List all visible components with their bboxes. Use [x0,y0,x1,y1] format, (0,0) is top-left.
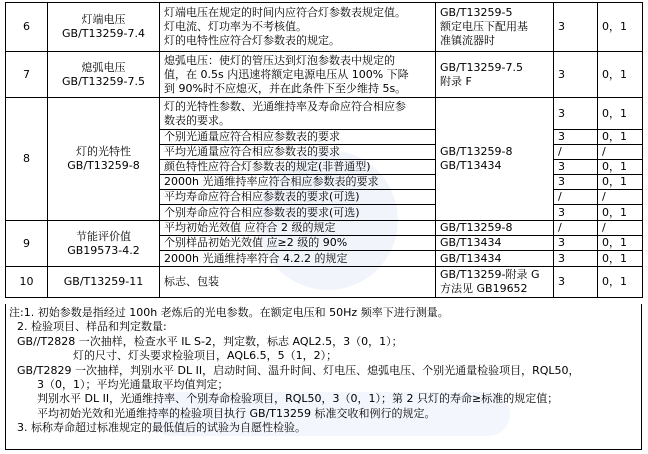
note-line: GB/T2829 一次抽样，判别水平 DL II，启动时间、温升时间、灯电压、熄弧电压、个别光通量检验项目，RQL50， [17,363,580,377]
table-row [6,221,643,236]
requirement: 个别寿命应符合相应参数表的要求(可选) [160,205,436,221]
test-method: GB/T13434 [436,251,554,267]
test-method-line: GB/T13434 [440,159,502,172]
acceptance-number: 0，1 [598,160,643,175]
acceptance-number: 0，1 [598,267,643,298]
requirement: 标志、包装 [160,267,436,298]
table-row [6,267,643,298]
test-method-line: 附录 F [440,74,472,88]
test-method: GB/T13259-8 [436,221,554,236]
note-line: 判别水平 DL II，光通维持率、个别寿命检验项目，RQL50，3（0，1）；第 2 只灯的寿命≥标准的规定值； [37,392,559,406]
test-method-line: GB/T13259-8 [440,145,513,158]
acceptance-number: / [598,145,643,160]
row-number: 7 [6,52,48,98]
requirement: 颜色特性应符合灯参数表的规定(非普通型) [160,160,436,175]
requirement: 平均光通量应符合相应参数表的要求 [160,145,436,160]
requirement [160,52,436,98]
requirement-line: 灯电流、灯功率为不考核值。 [164,20,307,33]
test-item [48,267,160,298]
row-number: 6 [6,3,48,52]
requirement: 个别样品初始光效值 应≥2 级的 90% [160,236,436,251]
acceptance-number: 0，1 [598,98,643,130]
requirement: 平均初始光效值 应符合 2 级的规定 [160,221,436,236]
sample-size: 3 [554,175,598,190]
note-line: 注:1. 初始参数是指经过 100h 老炼后的光电参数。在额定电压和 50Hz 频率下进行测量。 [9,306,449,319]
note-line: 3（0，1）；平均光通量取平均值判定； [37,378,229,392]
requirement [160,98,436,130]
sample-size: 3 [554,160,598,175]
test-method-line: GB/T13259-5 [440,6,513,19]
acceptance-number: 0，1 [598,3,643,52]
requirement-line: 值，在 0.5s 内迅速将额定电源电压从 100% 下降 [164,67,409,81]
acceptance-number: 0，1 [598,236,643,251]
sample-size: 3 [554,236,598,251]
table-row [6,98,643,130]
acceptance-number: 0，1 [598,251,643,267]
acceptance-number: 0，1 [598,175,643,190]
test-item-name: 熄弧电压 [81,60,126,74]
requirement: 平均寿命应符合相应参数表的要求(可选) [160,190,436,205]
test-item-name: 节能评价值 [76,229,131,243]
note-line: 平均初始光效和光通维持率的检验项目执行 GB/T13259 标准交收和例行的规定。 [37,406,436,420]
requirement-line: 数表的要求。 [164,113,230,127]
sample-size: 3 [554,130,598,145]
test-item-clause: GB/T13259-7.4 [62,27,145,40]
sample-size: 3 [554,205,598,221]
test-method: GB/T13434 [436,236,554,251]
acceptance-number: 0，1 [598,52,643,98]
requirement: 2000h 光通维持率符合 4.2.2 的规定 [160,251,436,267]
sample-size: 3 [554,267,598,298]
row-number: 9 [6,221,48,267]
table-row [6,52,643,98]
acceptance-number: 0，1 [598,130,643,145]
test-method-line: GB/T13259-7.5 [440,60,523,74]
test-method-line: 方法见 GB19652 [440,282,528,295]
acceptance-number: 0，1 [598,205,643,221]
test-method [436,98,554,221]
requirement-line: 灯端电压在规定的时间内应符合灯参数表规定值。 [164,6,406,19]
requirement-line: 熄弧电压：使灯的管压达到灯泡参数表中规定的 [164,53,395,67]
note-line: 3. 标称寿命超过标准规定的最低值后的试验为自愿性检验。 [17,421,306,435]
test-method [436,3,554,52]
requirement-line: 灯的光特性参数、光通维持率及寿命应符合相应参 [164,99,406,113]
requirement [160,3,436,52]
test-item [48,98,160,221]
test-method-line: 额定电压下配用基 [440,20,528,33]
note-line: 2. 检验项目、样品和判定数量: [17,320,167,334]
note-line: 灯的尺寸、灯头要求检验项目，AQL6.5，5（1，2）； [73,349,338,363]
sample-size: 3 [554,3,598,52]
acceptance-number: / [598,190,643,205]
sample-size: 3 [554,52,598,98]
row-number: 10 [6,267,48,298]
test-method [436,52,554,98]
table-row [6,3,643,52]
sample-size: / [554,190,598,205]
notes-box [5,304,642,450]
inspection-table [5,2,643,298]
test-method-line: 准镇流器时 [440,34,495,47]
sample-size: / [554,221,598,236]
sample-size: 3 [554,98,598,130]
row-number: 8 [6,98,48,221]
test-item-clause: GB/T13259-8 [67,159,140,172]
test-item [48,52,160,98]
test-item-clause: GB/T13259-11 [63,275,144,288]
test-item-clause: GB/T13259-7.5 [62,74,145,88]
acceptance-number: / [598,221,643,236]
sample-size: 3 [554,251,598,267]
requirement: 2000h 光通维持率应符合相应参数表的要求 [160,175,436,190]
test-item-clause: GB19573-4.2 [67,243,140,257]
test-method [436,267,554,298]
test-item-name: 灯端电压 [81,13,126,26]
test-method-line: GB/T13259-附录 G [440,268,540,281]
test-item-name: 灯的光特性 [76,145,131,158]
requirement-line: 灯的电特性应符合灯参数表的规定。 [164,34,340,47]
test-item [48,3,160,52]
note-line: GB//T2828 一次抽样，检查水平 IL S-2，判定数，标志 AQL2.5，3（0，1）； [17,334,403,348]
test-item [48,221,160,267]
requirement-line: 到 90%时不应熄灭，并在此条件下至少维持 5s。 [164,81,407,95]
sample-size: / [554,145,598,160]
requirement: 个别光通量应符合相应参数表的要求 [160,130,436,145]
